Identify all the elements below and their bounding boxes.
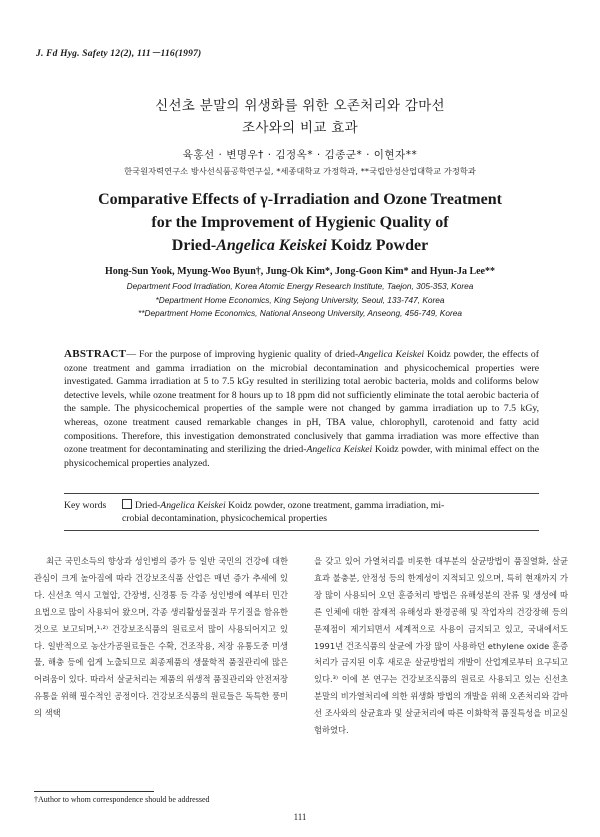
- korean-affiliations: 한국원자력연구소 방사선식품공학연구실, *세종대학교 가정학과, **국립안성산업대학교 가정학과: [124, 166, 476, 176]
- abstract-species-2: Angelica Keiskei: [306, 444, 373, 456]
- footnote: †Author to whom correspondence should be addressed: [34, 795, 210, 804]
- abstract-label: ABSTRACT: [64, 348, 127, 360]
- journal-citation: J. Fd Hyg. Safety 12(2), 111－116(1997): [36, 49, 202, 59]
- korean-title: [0, 95, 600, 139]
- korean-authors: 육홍선 · 변명우† · 김정옥* · 김종군* · 이현자**: [182, 149, 418, 161]
- english-title-line-3: [0, 234, 600, 257]
- affiliation-3: **Department Home Economics, National Anseong University, Anseong, 456-749, Korea: [138, 308, 462, 318]
- body-left-column: [34, 553, 288, 722]
- abstract-text-2: Koidz powder, the effects of ozone treatment and gamma irradiation on the microbial decontamination and physicochemical properties were investigated. Gamma irradiation at 5 to 7.5 kGy resulted in sterilizing total aerobic bacteria, molds and coliforms below detective levels, while ozone treatment for 8 hours up to 18 ppm did not sufficiently eliminate the total aerobic bacteria of the sample. The physicochemical properties of the sample were not changed by gamma irradiation up to 7.5 kGy, whereas, ozone treatment caused remarkable changes in pH, TBA value, chlorophyll, carotenoid and fatty acid compositions. Therefore, this investigation demonstrated conclusively that gamma irradiation was more effective than ozone treatment for decontaminating and sterilizing the dried-: [64, 349, 540, 456]
- english-title-line-1: Comparative Effects of γ-Irradiation and Ozone Treatment: [98, 191, 502, 208]
- keywords-rule-top: [64, 493, 539, 494]
- abstract: [64, 348, 539, 470]
- english-affiliations: [0, 280, 600, 321]
- korean-title-line-1: 신선초 분말의 위생화를 위한 오존처리와 감마선: [155, 98, 445, 114]
- keywords: [64, 499, 539, 525]
- page-number: 111: [293, 812, 307, 822]
- english-title-species: Angelica Keiskei: [216, 237, 327, 254]
- keywords-species: Angelica Keiskei: [160, 500, 226, 511]
- keywords-line-1: Koidz powder, ozone treatment, gamma irradiation, mi-: [225, 500, 445, 511]
- keywords-box-icon: [122, 499, 132, 509]
- english-title-line-3-pre: Dried-: [171, 237, 217, 254]
- abstract-text-3: Koidz powder, with minimal effect on the physicochemical properties analyzed.: [64, 444, 539, 469]
- body-right-column: [314, 553, 568, 739]
- affiliation-1: Department Food Irradiation, Korea Atomic Energy Research Institute, Taejon, 305-353, Korea: [126, 281, 474, 291]
- footnote-rule: [34, 791, 154, 792]
- body-paragraph: 을 갖고 있어 가열처리를 비롯한 대부분의 살균방법이 품질열화, 살균효과 불충분, 안정성 등의 한계성이 지적되고 있으며, 특히 현재까지 가장 많이 사용되어 오던 훈증처리 방법은 유해성분의 잔류 및 생성에 따른 인체에 대한 잠재적 유해성과 환경공해 및 작업자의 건강장해 등의 문제점이 제기되면서 세계적으로 사용이 금지되고 있고, 국내에서도 1991년 건조식품의 살균에 가장 많이 사용하던 ethylene oxide 훈증처리가 금지된 이후 새로운 살균방법의 개발이 산업계로부터 요구되고 있다.³⁾ 이에 본 연구는 건강보조식품의 원료로 사용되고 있는 신선초 분말의 비가열처리에 의한 위생화 방법의 개발을 위해 오존처리와 감마선 조사와의 살균효과 및 살균처리에 따른 이화학적 품질특성을 비교실험하였다.: [314, 556, 568, 736]
- english-authors: Hong-Sun Yook, Myung-Woo Byun†, Jung-Ok Kim*, Jong-Goon Kim* and Hyun-Ja Lee**: [105, 266, 495, 277]
- abstract-dash: —: [126, 349, 139, 360]
- keywords-rule-bottom: [64, 530, 539, 531]
- korean-title-line-2: 조사와의 비교 효과: [242, 120, 358, 136]
- english-title-line-2: for the Improvement of Hygienic Quality of: [151, 214, 449, 231]
- keywords-pre: Dried-: [135, 500, 161, 511]
- abstract-text-1: For the purpose of improving hygienic quality of dried-: [138, 349, 359, 360]
- body-paragraph: 최근 국민소득의 향상과 성인병의 증가 등 일반 국민의 건강에 대한 관심이 크게 높아짐에 따라 건강보조식품 산업은 매년 증가 추세에 있다. 신선초 역시 고혈압, 간장병, 신경통 등 각종 성인병에 예부터 민간요법으로 많이 사용되어 왔으며, 각종 생리활성물질과 무기질을 함유한 것으로 보고되며,¹·²⁾ 건강보조식품의 원료로서 많이 사용되어지고 있다. 일반적으로 농산가공원료들은 수확, 건조작용, 저장 유통도중 미생물, 해충 등에 쉽게 노출되므로 최종제품의 생물학적 품질관리에 많은 어려움이 있다. 따라서 살균처리는 제품의 위생적 품질관리와 안전저장유통을 위해 필수적인 공정이다. 건강보조식품의 원료들은 독특한 풍미의 색택: [34, 556, 288, 719]
- keywords-line-2: crobial decontamination, physicochemical properties: [122, 513, 327, 524]
- abstract-species-1: Angelica Keiskei: [358, 349, 425, 360]
- affiliation-2: *Department Home Economics, King Sejong University, Seoul, 133-747, Korea: [155, 294, 445, 305]
- keywords-label: Key words: [64, 500, 107, 511]
- english-title-line-3-post: Koidz Powder: [326, 237, 429, 254]
- english-title: [0, 188, 600, 257]
